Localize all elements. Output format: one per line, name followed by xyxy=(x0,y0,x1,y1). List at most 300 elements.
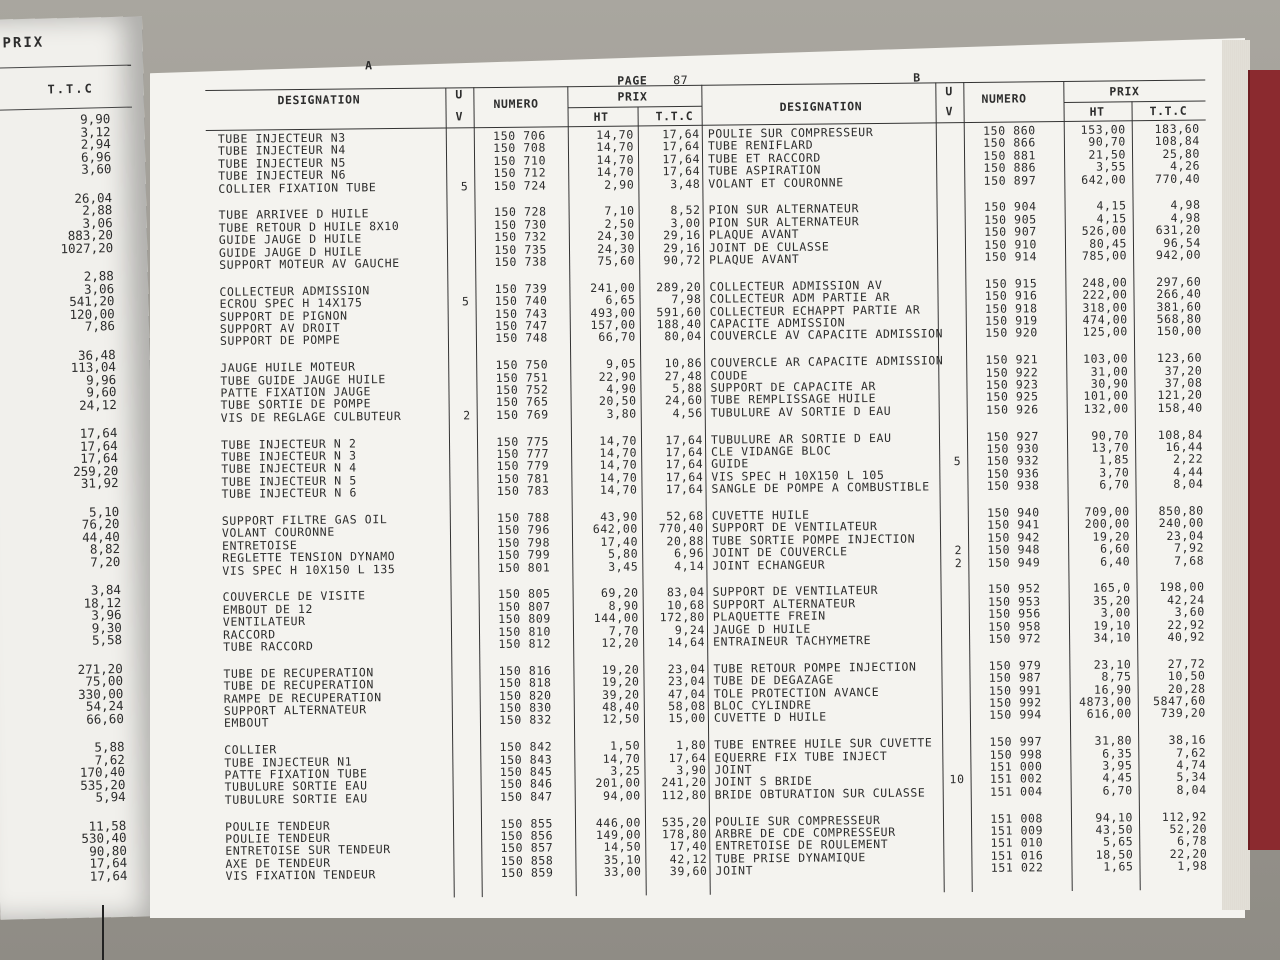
row-numero: 150 783 xyxy=(496,483,550,499)
row-price-ttc: 4,26 xyxy=(1169,158,1201,174)
row-numero: 150 972 xyxy=(988,631,1042,646)
left-page-value: 36,48 xyxy=(77,346,116,363)
row-price-ht: 5,65 xyxy=(1103,834,1134,850)
row-designation: EMBOUT DE 12 xyxy=(222,601,314,617)
row-numero: 150 923 xyxy=(985,377,1039,392)
row-numero: 150 843 xyxy=(499,751,553,767)
row-numero: 150 940 xyxy=(987,505,1040,520)
row-price-ht: 12,20 xyxy=(601,635,640,650)
row-price-ht: 144,00 xyxy=(593,610,639,626)
row-numero: 150 860 xyxy=(983,123,1036,138)
table-header-rule xyxy=(206,120,1206,131)
book-page-edges xyxy=(1222,40,1250,910)
row-price-ht: 19,20 xyxy=(601,662,640,677)
header-u-b: U xyxy=(945,84,953,99)
row-price-ht: 14,70 xyxy=(596,127,634,142)
row-price-ttc: 42,12 xyxy=(669,851,708,866)
row-price-ht: 24,30 xyxy=(597,241,636,256)
row-numero: 150 779 xyxy=(496,458,550,474)
row-numero: 150 914 xyxy=(984,249,1038,264)
row-designation: TUBULURE SORTIE EAU xyxy=(224,778,368,795)
row-numero: 150 781 xyxy=(496,471,550,486)
row-numero: 150 958 xyxy=(988,618,1042,634)
row-numero: 151 022 xyxy=(990,860,1044,876)
left-page-value: 54,24 xyxy=(85,698,124,715)
row-designation: TUBE ARRIVEE D HUILE xyxy=(218,206,370,223)
row-numero: 150 724 xyxy=(493,178,547,193)
row-price-ttc: 1,80 xyxy=(676,737,707,753)
row-price-ttc: 17,64 xyxy=(665,444,704,460)
row-price-ht: 14,70 xyxy=(599,457,638,473)
left-page-value: 75,00 xyxy=(85,673,124,689)
price-table xyxy=(205,49,1224,920)
row-designation: TUBE SORTIE DE POMPE xyxy=(220,396,372,413)
row-price-ttc: 297,60 xyxy=(1156,274,1202,289)
row-price-ttc: 20,28 xyxy=(1167,681,1206,696)
row-price-ttc: 241,20 xyxy=(661,775,707,790)
row-price-ht: 33,00 xyxy=(603,864,642,880)
left-page-value: 9,90 xyxy=(79,111,111,127)
row-numero: 150 750 xyxy=(495,357,549,373)
row-designation: JOINT xyxy=(715,863,754,878)
left-header-rule xyxy=(0,65,131,69)
row-price-ht: 248,00 xyxy=(1082,275,1128,290)
row-designation: POULIE SUR COMPRESSEUR xyxy=(714,812,881,829)
row-designation: SUPPORT DE POMPE xyxy=(219,332,341,349)
row-designation: VIS SPEC H 10X150 L 135 xyxy=(222,561,396,578)
row-price-ttc: 240,00 xyxy=(1158,515,1204,531)
left-page-value: 3,06 xyxy=(82,214,113,231)
row-numero: 150 987 xyxy=(988,670,1042,686)
row-designation: COUVERCLE DE VISITE xyxy=(222,588,366,605)
row-designation: EQUERRE FIX TUBE INJECT xyxy=(714,748,888,765)
row-price-ttc: 14,64 xyxy=(667,634,706,650)
row-designation: BLOC CYLINDRE xyxy=(713,697,812,713)
left-page-value: 9,30 xyxy=(91,619,122,636)
row-price-ttc: 40,92 xyxy=(1167,629,1206,644)
row-designation: SUPPORT ALTERNATEUR xyxy=(712,596,856,612)
row-designation: SUPPORT DE VENTILATEUR xyxy=(711,519,878,536)
row-designation: CAPACITE ADMISSION xyxy=(709,315,846,331)
row-price-ht: 241,00 xyxy=(590,280,636,295)
row-numero: 150 706 xyxy=(493,128,546,143)
row-price-ht: 21,50 xyxy=(1088,147,1127,162)
row-price-ht: 1,85 xyxy=(1099,452,1130,468)
col-rule xyxy=(567,86,576,896)
row-designation: ECROU SPEC H 14X175 xyxy=(219,295,363,312)
row-price-ht: 94,00 xyxy=(603,788,641,803)
header-v-b: V xyxy=(945,104,954,119)
row-uv: 5 xyxy=(460,178,469,193)
row-price-ht: 14,50 xyxy=(603,839,642,855)
row-numero: 150 740 xyxy=(494,293,548,309)
row-designation: TOLE PROTECTION AVANCE xyxy=(713,684,880,701)
left-page-value: 3,60 xyxy=(81,161,112,178)
row-price-ttc: 4,98 xyxy=(1170,197,1201,213)
row-numero: 150 949 xyxy=(987,554,1041,570)
row-price-ht: 14,70 xyxy=(599,445,638,460)
header-numero-b: NUMERO xyxy=(981,91,1027,106)
row-price-ttc: 17,64 xyxy=(665,469,704,484)
row-uv: 2 xyxy=(463,408,471,423)
row-price-ttc: 112,80 xyxy=(661,787,707,803)
row-designation: TUBULURE AV SORTIE D EAU xyxy=(710,403,892,420)
left-page-value: 31,92 xyxy=(80,475,119,492)
row-designation: ENTRETOISE xyxy=(222,537,298,553)
row-numero: 150 801 xyxy=(497,560,551,575)
row-numero: 150 730 xyxy=(493,217,547,232)
row-price-ttc: 198,00 xyxy=(1159,579,1205,595)
row-price-ht: 30,90 xyxy=(1090,376,1129,391)
row-price-ttc: 22,20 xyxy=(1169,846,1208,861)
left-page-value: 7,62 xyxy=(94,751,125,768)
row-price-ttc: 7,62 xyxy=(1176,745,1207,760)
section-a-label: A xyxy=(364,58,373,73)
row-price-ttc: 1,98 xyxy=(1177,858,1208,874)
row-price-ttc: 27,48 xyxy=(664,368,703,383)
section-b-label: B xyxy=(913,70,921,85)
row-numero: 150 738 xyxy=(494,254,548,269)
row-designation: TUBE RETOUR POMPE INJECTION xyxy=(713,659,917,676)
row-numero: 150 925 xyxy=(985,389,1039,405)
row-price-ht: 90,70 xyxy=(1091,427,1130,443)
row-price-ttc: 535,20 xyxy=(661,814,708,829)
row-designation: SUPPORT MOTEUR AV GAUCHE xyxy=(219,255,400,272)
row-designation: TUBE INJECTEUR N4 xyxy=(217,142,346,159)
header-ttc-b: T.T.C xyxy=(1149,103,1188,119)
row-price-ttc: 770,40 xyxy=(658,521,705,536)
row-designation: TUBE DE RECUPERATION xyxy=(223,677,375,694)
row-price-ttc: 39,60 xyxy=(669,863,708,879)
row-numero: 150 805 xyxy=(497,586,551,602)
row-price-ht: 6,35 xyxy=(1102,745,1133,761)
row-price-ttc: 96,54 xyxy=(1163,235,1202,250)
row-numero: 150 796 xyxy=(497,522,551,538)
row-numero: 150 807 xyxy=(497,599,551,614)
row-price-ht: 24,30 xyxy=(597,228,635,244)
row-price-ttc: 47,04 xyxy=(667,686,706,701)
row-designation: COLLIER FIXATION TUBE xyxy=(218,179,377,196)
row-designation: SUPPORT ALTERNATEUR xyxy=(223,702,367,718)
row-price-ht: 526,00 xyxy=(1081,223,1127,239)
row-numero: 150 922 xyxy=(985,364,1039,380)
left-page-value: 2,94 xyxy=(80,136,112,152)
row-numero: 150 905 xyxy=(983,212,1037,227)
row-price-ht: 101,00 xyxy=(1083,388,1129,404)
row-designation: JOINT xyxy=(714,762,753,777)
page-number-label: PAGE xyxy=(617,73,648,88)
row-numero: 150 858 xyxy=(500,853,554,868)
left-page-value: 2,88 xyxy=(83,268,115,284)
row-price-ttc: 5847,60 xyxy=(1153,693,1206,709)
left-page-subheader: T.T.C xyxy=(47,81,94,97)
row-designation: ENTRETOISE DE ROULEMENT xyxy=(715,837,889,854)
row-price-ht: 4873,00 xyxy=(1079,694,1132,709)
row-price-ttc: 38,16 xyxy=(1168,732,1207,748)
header-prix-b: PRIX xyxy=(1109,84,1140,99)
row-price-ttc: 37,20 xyxy=(1164,363,1203,378)
row-designation: POULIE SUR COMPRESSEUR xyxy=(707,125,874,141)
row-price-ht: 6,60 xyxy=(1099,541,1131,556)
row-price-ttc: 42,24 xyxy=(1167,592,1205,607)
row-price-ttc: 17,64 xyxy=(665,432,704,447)
header-v-a: V xyxy=(455,109,464,124)
row-price-ttc: 770,40 xyxy=(1155,171,1201,186)
row-price-ht: 2,50 xyxy=(604,216,635,231)
row-price-ttc: 591,60 xyxy=(656,304,702,319)
row-designation: REGLETTE TENSION DYNAMO xyxy=(222,549,396,566)
row-price-ttc: 25,80 xyxy=(1162,146,1201,161)
row-designation: TUBE INJECTEUR N6 xyxy=(218,167,347,184)
row-price-ht: 66,70 xyxy=(598,329,636,345)
row-numero: 150 948 xyxy=(987,542,1041,558)
left-header-rule xyxy=(0,107,132,111)
row-numero: 151 008 xyxy=(990,810,1044,826)
row-designation: TUBE ASPIRATION xyxy=(708,162,822,178)
left-page-value: 113,04 xyxy=(70,359,117,376)
row-designation: SUPPORT DE PIGNON xyxy=(219,308,348,324)
row-price-ttc: 17,64 xyxy=(668,750,707,765)
row-numero: 150 918 xyxy=(984,300,1038,316)
row-price-ttc: 90,72 xyxy=(663,252,702,268)
row-numero: 150 842 xyxy=(499,739,553,755)
row-price-ht: 34,10 xyxy=(1093,630,1132,645)
row-designation: RACCORD xyxy=(222,626,276,642)
left-page-value: 3,06 xyxy=(83,280,115,297)
row-price-ht: 90,70 xyxy=(1088,134,1126,150)
row-price-ht: 69,20 xyxy=(600,585,639,601)
row-numero: 150 743 xyxy=(494,306,548,321)
row-designation: SUPPORT DE VENTILATEUR xyxy=(712,583,879,600)
row-numero: 150 747 xyxy=(495,318,548,333)
row-price-ttc: 850,80 xyxy=(1158,503,1204,519)
row-numero: 150 953 xyxy=(987,594,1041,609)
row-designation: JOINT DE CULASSE xyxy=(708,239,830,255)
row-numero: 150 904 xyxy=(983,199,1037,215)
row-numero: 150 859 xyxy=(500,865,554,881)
row-designation: TUBE INJECTEUR N 4 xyxy=(221,460,357,477)
row-designation: VOLANT ET COURONNE xyxy=(708,174,844,191)
left-page-fragment xyxy=(0,16,162,919)
row-price-ht: 6,70 xyxy=(1102,783,1133,798)
row-price-ttc: 17,64 xyxy=(665,481,704,497)
row-price-ttc: 58,08 xyxy=(668,698,706,714)
row-price-ttc: 4,56 xyxy=(672,405,703,420)
row-price-ht: 616,00 xyxy=(1086,706,1132,722)
col-rule xyxy=(935,82,944,892)
row-designation: GUIDE JAUGE D HUILE xyxy=(218,231,362,248)
header-u-a: U xyxy=(455,87,463,102)
row-numero: 150 798 xyxy=(497,535,551,550)
row-numero: 150 799 xyxy=(497,547,551,563)
row-numero: 150 765 xyxy=(495,394,549,410)
row-price-ht: 3,55 xyxy=(1095,159,1127,174)
row-designation: SUPPORT AV DROIT xyxy=(219,320,341,336)
left-page-value: 17,64 xyxy=(89,855,128,872)
left-page-value: 7,20 xyxy=(90,553,121,570)
header-designation-b: DESIGNATION xyxy=(779,99,863,114)
row-price-ttc: 17,64 xyxy=(662,164,701,179)
row-numero: 151 009 xyxy=(990,823,1044,838)
row-numero: 150 920 xyxy=(985,325,1038,341)
row-price-ht: 94,10 xyxy=(1095,809,1134,825)
row-price-ttc: 9,24 xyxy=(674,622,706,637)
row-price-ht: 4,45 xyxy=(1102,770,1133,786)
row-numero: 150 820 xyxy=(498,687,552,703)
row-designation: RAMPE DE RECUPERATION xyxy=(223,689,382,706)
row-price-ttc: 10,86 xyxy=(664,355,703,371)
row-price-ht: 4,15 xyxy=(1096,198,1127,214)
row-designation: AXE DE TENDEUR xyxy=(225,855,331,871)
row-price-ttc: 23,04 xyxy=(667,673,706,689)
row-numero: 150 992 xyxy=(989,695,1042,710)
left-page-value: 11,58 xyxy=(88,817,127,834)
row-numero: 150 739 xyxy=(494,281,548,296)
row-price-ht: 200,00 xyxy=(1084,516,1130,532)
col-rule xyxy=(1131,101,1140,890)
row-price-ht: 8,90 xyxy=(608,598,639,613)
row-designation: COLLECTEUR ECHAPPT PARTIE AR xyxy=(709,302,921,319)
row-designation: CLE VIDANGE BLOC xyxy=(711,443,832,459)
row-price-ht: 153,00 xyxy=(1080,122,1126,137)
row-price-ht: 80,45 xyxy=(1089,235,1128,251)
row-numero: 150 732 xyxy=(494,229,547,245)
row-numero: 150 881 xyxy=(983,148,1037,163)
row-price-ttc: 52,20 xyxy=(1169,821,1208,836)
header-ttc-a: T.T.C xyxy=(655,108,694,124)
row-price-ttc: 631,20 xyxy=(1155,222,1201,238)
row-price-ttc: 7,68 xyxy=(1174,553,1205,568)
row-numero: 150 856 xyxy=(500,828,554,843)
row-price-ht: 14,70 xyxy=(602,751,641,766)
row-price-ht: 20,50 xyxy=(598,393,637,409)
row-price-ttc: 183,60 xyxy=(1154,121,1200,137)
row-price-ht: 75,60 xyxy=(597,253,636,268)
row-designation: TUBE DE RECUPERATION xyxy=(223,665,374,681)
left-page-value: 18,12 xyxy=(83,594,122,611)
row-price-ttc: 6,96 xyxy=(674,545,705,561)
row-designation: COLLECTEUR ADMISSION AV xyxy=(709,277,883,294)
row-price-ht: 4,90 xyxy=(606,381,637,396)
row-numero: 150 710 xyxy=(493,153,547,168)
left-page-value: 170,40 xyxy=(79,764,126,781)
row-designation: PLAQUETTE FREIN xyxy=(712,608,826,624)
row-numero: 150 857 xyxy=(500,840,554,856)
row-designation: PION SUR ALTERNATEUR xyxy=(708,201,860,218)
left-page-value: 120,00 xyxy=(69,305,115,322)
row-designation: JOINT DE COUVERCLE xyxy=(712,544,848,560)
row-designation: ENTRETOISE SUR TENDEUR xyxy=(225,842,391,859)
row-designation: GUIDE JAUGE D HUILE xyxy=(218,243,363,260)
left-page-value: 5,88 xyxy=(94,738,125,755)
left-page-value: 541,20 xyxy=(69,293,115,310)
row-price-ht: 16,90 xyxy=(1093,681,1132,697)
bookmark-thread xyxy=(102,905,104,960)
row-numero: 150 788 xyxy=(497,510,550,525)
header-prix-a: PRIX xyxy=(617,89,648,104)
left-page-value: 7,86 xyxy=(84,318,116,335)
row-numero: 150 936 xyxy=(986,466,1040,481)
row-price-ht: 125,00 xyxy=(1082,324,1128,340)
row-numero: 150 886 xyxy=(983,160,1037,176)
row-price-ht: 19,10 xyxy=(1093,617,1132,633)
row-price-ht: 157,00 xyxy=(590,317,636,332)
left-page-header: PRIX xyxy=(2,34,45,52)
row-designation: TUBE RETOUR D HUILE 8X10 xyxy=(218,218,400,235)
row-price-ht: 3,95 xyxy=(1102,758,1133,773)
row-price-ttc: 150,00 xyxy=(1156,323,1202,339)
row-designation: VIS SPEC H 10X150 L 105 xyxy=(711,467,885,484)
row-numero: 150 979 xyxy=(988,658,1042,673)
col-rule xyxy=(445,87,454,897)
row-price-ttc: 29,16 xyxy=(663,228,701,243)
row-price-ttc: 10,68 xyxy=(667,597,705,612)
header-ht-b: HT xyxy=(1089,104,1105,119)
row-price-ttc: 20,88 xyxy=(666,533,705,548)
row-price-ttc: 10,50 xyxy=(1167,668,1206,684)
row-designation: TUBE ET RACCORD xyxy=(707,150,821,166)
row-numero: 151 002 xyxy=(989,771,1043,787)
row-price-ttc: 37,08 xyxy=(1164,375,1203,390)
row-designation: TUBE INJECTEUR N 5 xyxy=(221,473,357,489)
row-designation: PLAQUE AVANT xyxy=(709,251,800,267)
row-numero: 151 004 xyxy=(989,784,1043,799)
row-designation: CUVETTE D HUILE xyxy=(713,709,827,726)
row-price-ttc: 4,44 xyxy=(1173,464,1204,479)
row-price-ht: 201,00 xyxy=(595,775,641,791)
row-designation: COUVERCLE AR CAPACITE ADMISSION xyxy=(710,353,944,370)
row-designation: TUBULURE AR SORTIE D EAU xyxy=(710,430,892,447)
row-designation: TUBE INJECTEUR N5 xyxy=(218,155,347,171)
row-designation: TUBE GUIDE JAUGE HUILE xyxy=(220,371,386,388)
row-numero: 150 919 xyxy=(985,313,1038,328)
row-price-ht: 222,00 xyxy=(1082,287,1128,303)
left-page-value: 5,94 xyxy=(95,789,126,805)
row-price-ht: 35,10 xyxy=(603,852,642,867)
row-numero: 150 728 xyxy=(493,204,547,220)
row-price-ht: 1,65 xyxy=(1103,859,1134,874)
row-price-ht: 642,00 xyxy=(1081,171,1127,187)
row-designation: BRIDE OBTURATION SUR CULASSE xyxy=(714,785,926,802)
row-price-ht: 3,25 xyxy=(610,763,641,778)
row-price-ttc: 23,04 xyxy=(1166,528,1205,543)
row-uv: 5 xyxy=(953,454,962,469)
row-numero: 150 751 xyxy=(495,370,549,385)
row-price-ttc: 4,74 xyxy=(1176,757,1207,772)
row-price-ttc: 80,04 xyxy=(664,329,702,344)
row-designation: TUBE INJECTEUR N 6 xyxy=(221,485,358,502)
row-price-ttc: 15,00 xyxy=(668,711,706,726)
row-price-ttc: 2,22 xyxy=(1173,451,1204,467)
row-price-ttc: 3,90 xyxy=(676,762,707,778)
row-price-ht: 14,70 xyxy=(596,164,635,180)
book-cover xyxy=(1248,70,1280,850)
row-designation: COLLIER xyxy=(224,742,277,758)
row-price-ttc: 7,98 xyxy=(671,292,702,307)
row-designation: COLLECTEUR ADM PARTIE AR xyxy=(709,290,891,306)
row-designation: TUBULURE SORTIE EAU xyxy=(224,791,368,807)
row-numero: 150 810 xyxy=(498,624,552,639)
row-numero: 150 956 xyxy=(988,606,1041,622)
row-numero: 150 941 xyxy=(987,517,1040,533)
row-numero: 150 927 xyxy=(986,428,1040,444)
col-rule xyxy=(963,82,972,892)
row-numero: 150 907 xyxy=(984,224,1037,240)
row-price-ht: 318,00 xyxy=(1082,299,1128,315)
row-numero: 150 932 xyxy=(986,453,1040,469)
row-price-ttc: 108,84 xyxy=(1157,427,1204,442)
row-price-ttc: 158,40 xyxy=(1157,400,1203,415)
